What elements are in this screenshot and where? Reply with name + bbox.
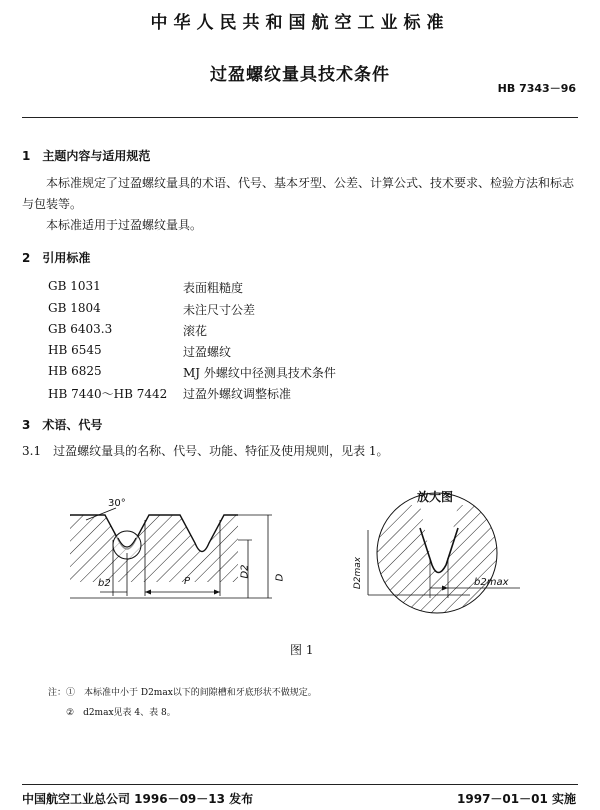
d2-label: D2: [239, 564, 251, 579]
b2-label: b2: [98, 578, 111, 589]
ref-code: HB 6825: [48, 364, 102, 378]
ref-code: GB 1031: [48, 279, 101, 293]
d2max-label: D2max: [353, 556, 364, 590]
document-title: 过盈螺纹量具技术条件: [210, 65, 390, 85]
ref-code: HB 7440～HB 7442: [48, 387, 168, 401]
ref-name: MJ 外螺纹中径测具技术条件: [183, 366, 336, 380]
ref-code: GB 6403.3: [48, 322, 113, 336]
section1-paragraph2: 本标准适用于过盈螺纹量具。: [46, 218, 203, 232]
note-1: 注：① 本标准中小于 D2max以下的间隙槽和牙底形状不做规定。: [48, 688, 317, 698]
standard-title: 中华人民共和国航空工业标准: [150, 13, 450, 33]
thread-material: [70, 515, 238, 582]
ref-name: 过盈螺纹: [183, 345, 232, 359]
ref-name: 滚花: [183, 324, 208, 338]
ref-name: 未注尺寸公差: [183, 303, 256, 317]
section3-paragraph: 3.1 过盈螺纹量具的名称、代号、功能、特征及使用规则，见表 1。: [22, 444, 389, 458]
figure-caption: 图 1: [290, 643, 314, 657]
section2-heading: 2 引用标准: [22, 251, 91, 265]
ref-name: 过盈外螺纹调整标准: [183, 387, 292, 401]
bottom-divider: [22, 784, 578, 785]
effective-date: 1997－01－01 实施: [457, 792, 576, 806]
angle-label: 30°: [108, 498, 126, 509]
ref-name: 表面粗糙度: [183, 281, 244, 295]
section1-paragraph1: 本标准规定了过盈螺纹量具的术语、代号、基本牙型、公差、计算公式、技术要求、检验方法和标志与包装等。: [22, 176, 575, 211]
document-code: HB 7343－96: [497, 82, 576, 95]
ref-code: HB 6545: [48, 343, 102, 357]
ref-code: GB 1804: [48, 301, 101, 315]
issue-date: 中国航空工业总公司 1996－09－13 发布: [22, 792, 254, 806]
b2max-label: b2max: [474, 577, 509, 588]
section1-heading: 1 主题内容与适用规范: [22, 149, 151, 163]
p-label: P: [184, 576, 191, 587]
section3-heading: 3 术语、代号: [22, 418, 103, 432]
d-label: D: [274, 573, 286, 582]
note-2: ② d2max见表 4、表 8。: [66, 708, 176, 718]
magnified-title: 放大图: [417, 490, 454, 504]
